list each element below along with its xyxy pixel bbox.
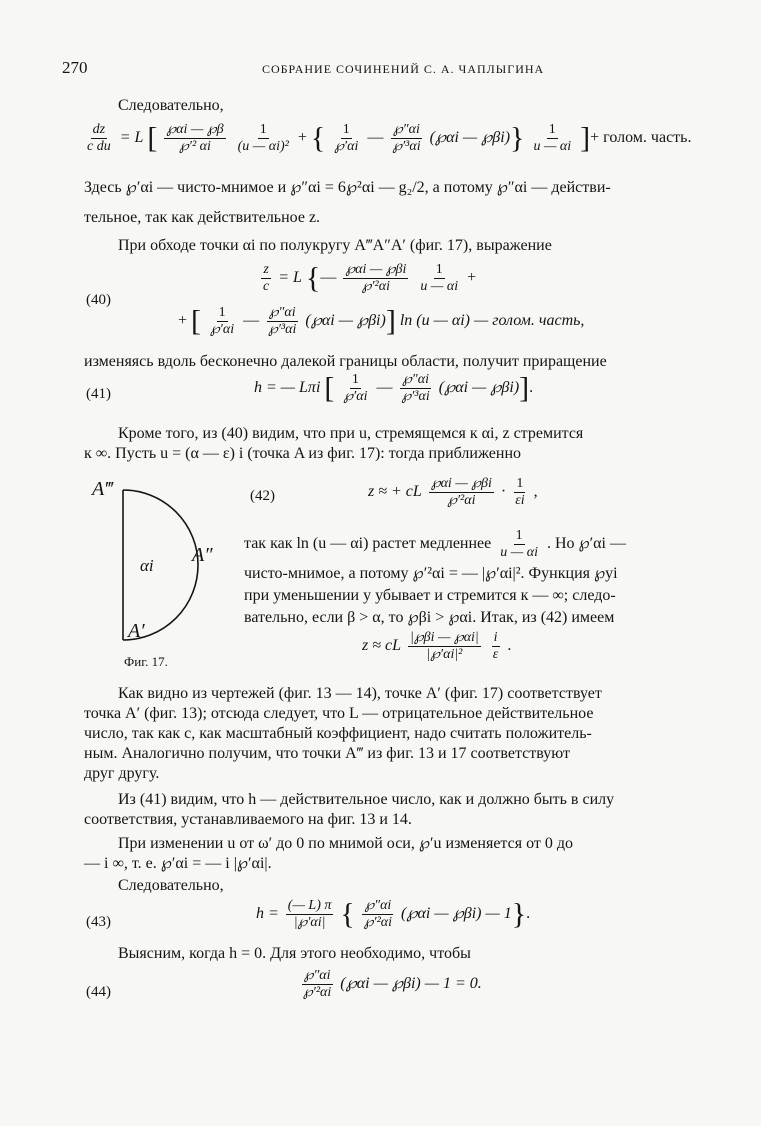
text-line: тельное, так как действительное z. [84, 209, 321, 226]
text-line: Кроме того, из (40) видим, что при u, стремящемся к αi, z стремится [118, 425, 584, 442]
equation-40-line-2: + [ $\frac{1}{℘'\alpha i}$ — $\frac{℘''\alpha i}{\text{℘′³αi}}$ (℘αi — ℘βi)] ln (u — αi) — голом. часть, [178, 304, 585, 338]
text-line: чисто-мнимое, а потому ℘′²αi = — |℘′αi|². Функция ℘yi [244, 565, 618, 582]
label-a-triple-prime: A‴ [92, 478, 113, 500]
equation-42: z ≈ + cL $\frac{℘\alpha i — ℘\beta i}{\text{℘′²αi}}$ · $\frac{1}{\varepsilon i}$ , [368, 476, 538, 508]
text-line: при уменьшении y убывает и стремится к — ∞; следо- [244, 587, 616, 604]
equation-number: (41) [86, 386, 111, 402]
equation-40-line-1: $\frac{z}{c}$ = L {— $\frac{℘\alpha i — ℘\beta i}{\text{℘′²αi}}$ $\frac{1}{u — \alpha i}$ + [263, 261, 477, 295]
paragraph: Из (41) видим, что h — действительное число, как и должно быть в силу соответствия, устанавливаемого на фиг. 13 и 14. [84, 791, 615, 828]
equation-approx: z ≈ cL $\frac{|℘\beta i — ℘\alpha i|}{\text{|℘′αi|²}}$ $\frac{i}{\varepsilon}$ . [362, 630, 512, 662]
text-line: Следовательно, [118, 97, 224, 114]
paragraph: Как видно из чертежей (фиг. 13 — 14), точке A′ (фиг. 17) соответствует точка A′ (фиг. 13); отсюда следует, что L — отрицательное действительное число, так как c, как масштабный коэффициент, надо считать положитель- ным. Аналогично получим, что точки A‴ из фиг. 13 и 17 соответствуют друг другу. [84, 685, 602, 782]
equation-number: (40) [86, 292, 111, 308]
page-number: 270 [62, 58, 88, 77]
label-a-prime: A′ [128, 620, 145, 642]
text-line: При обходе точки αi по полукругу A‴A″A′ (фиг. 17), выражение [118, 237, 552, 254]
equation-44: $\frac{℘''\alpha i}{\text{℘′²αi}}$ (℘αi — ℘βi) — 1 = 0. [303, 968, 482, 1000]
text-line: изменяясь вдоль бесконечно далекой границы области, получит приращение [84, 353, 607, 370]
equation-1: $\frac{dz}{\text{c du}}$ = L [ $\frac{℘\alpha i — ℘\beta}{\text{℘′² αi}}$ $\frac{1}{\text{(u — αi)²}}$ + { $\frac{1}{℘'\alpha i}$ — $\frac{℘''\alpha i}{\text{℘′³αi}}$ (℘αi — ℘βi)} $\frac{1}{u — \alpha i}$ ]+ голом. часть. [87, 121, 692, 155]
semicircle-diagram [88, 472, 258, 682]
equation-41: h = — Lπi [ $\frac{1}{℘'\alpha i}$ — $\frac{℘''\alpha i}{\text{℘′³αi}}$ (℘αi — ℘βi)]. [254, 371, 534, 405]
text-line: к ∞. Пусть u = (α — ε) i (точка A из фиг. 17): тогда приближенно [84, 445, 522, 462]
equation-number: (43) [86, 914, 111, 930]
label-alpha-i: αi [140, 556, 154, 575]
text-line: вательно, если β > α, то ℘βi > ℘αi. Итак, из (42) имеем [244, 609, 615, 626]
running-title: СОБРАНИЕ СОЧИНЕНИЙ С. А. ЧАПЛЫГИНА [262, 62, 545, 76]
equation-number: (42) [250, 488, 275, 504]
equation-number: (44) [86, 984, 111, 1000]
text-line: Выясним, когда h = 0. Для этого необходимо, чтобы [118, 945, 471, 962]
equation-43: h = $\frac{(— L) \pi}{|℘'\alpha i|}$ { $\frac{℘''\alpha i}{\text{℘′²αi}}$ (℘αi — ℘βi) — 1}. [256, 897, 531, 931]
text-line: Здесь ℘′αi — чисто-мнимое и ℘″αi = 6℘²αi — g₂/2, а потому ℘″αi — действи- [84, 179, 611, 196]
paragraph: При изменении u от ω′ до 0 по мнимой оси, ℘′u изменяется от 0 до — i ∞, т. е. ℘′αi = — i |℘′αi|. [84, 835, 573, 872]
text-line: так как ln (u — αi) растет медленнее $\frac{1}{u — \alpha i}$ . Но ℘′αi — [244, 528, 626, 560]
label-a-double-prime: A″ [192, 544, 213, 566]
figure-17 [88, 472, 258, 682]
figure-caption: Фиг. 17. [124, 654, 168, 669]
text-line: Следовательно, [118, 877, 224, 894]
